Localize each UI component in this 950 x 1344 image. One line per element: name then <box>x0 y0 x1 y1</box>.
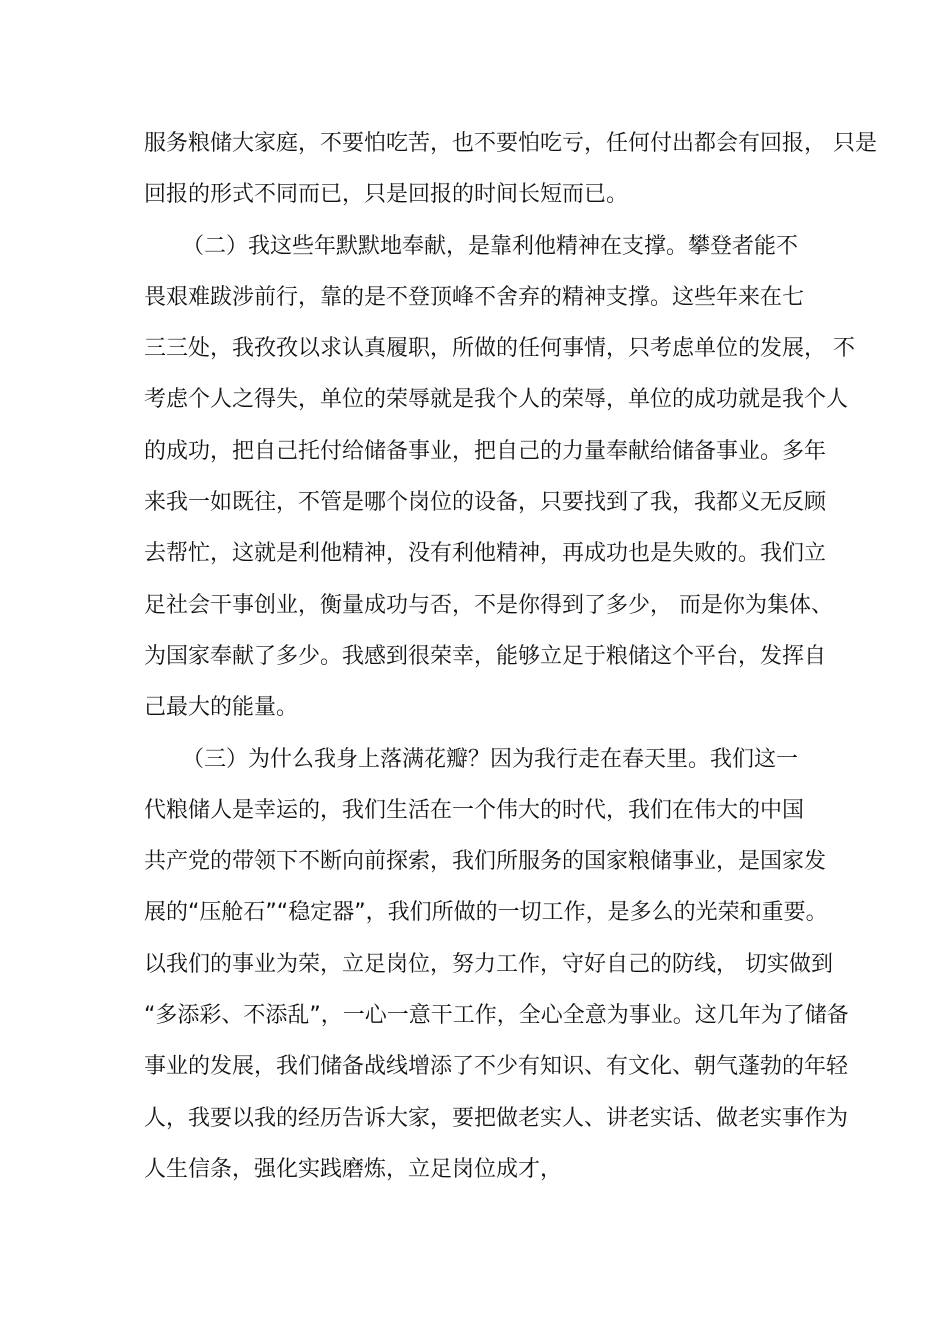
text-line: 己最大的能量。 <box>144 695 299 721</box>
section-heading-line: （三）为什么我身上落满花瓣？因为我行走在春天里。我们这一 <box>182 746 799 772</box>
body-text <box>144 118 877 1195</box>
text-line: 考虑个人之得失，单位的荣辱就是我个人的荣辱，单位的成功就是我个人 <box>144 387 849 413</box>
text-line: 三三处，我孜孜以求认真履职，所做的任何事情，只考虑单位的发展， 不 <box>144 336 855 362</box>
text-line: 人，我要以我的经历告诉大家，要把做老实人、讲老实话、做老实事作为 <box>144 1105 849 1131</box>
text-line: 服务粮储大家庭，不要怕吃苦，也不要怕吃亏，任何付出都会有回报， 只是 <box>144 131 877 156</box>
text-line: 人生信条，强化实践磨炼，立足岗位成才， <box>144 1156 563 1182</box>
text-line: 去帮忙，这就是利他精神，没有利他精神，再成功也是失败的。我们立 <box>144 541 827 567</box>
text-line: 事业的发展，我们储备战线增添了不少有知识、有文化、朝气蓬勃的年轻 <box>144 1054 849 1080</box>
text-line: 畏艰难跋涉前行，靠的是不登顶峰不舍弃的精神支撑。这些年来在七 <box>144 284 805 310</box>
text-line: 展的“压舱石”“稳定器”，我们所做的一切工作，是多么的光荣和重要。 <box>144 900 828 926</box>
text-line: 的成功，把自己托付给储备事业，把自己的力量奉献给储备事业。多年 <box>144 438 827 464</box>
text-line: “多添彩、不添乱”，一心一意干工作，全心全意为事业。这几年为了储备 <box>144 1003 849 1029</box>
text-line: 回报的形式不同而已，只是回报的时间长短而已。 <box>144 182 629 208</box>
section-heading-line: （二）我这些年默默地奉献，是靠利他精神在支撑。攀登者能不 <box>182 233 799 259</box>
text-line: 共产党的带领下不断向前探索，我们所服务的国家粮储事业，是国家发 <box>144 849 827 875</box>
text-line: 来我一如既往，不管是哪个岗位的设备，只要找到了我，我都义无反顾 <box>144 490 827 516</box>
text-line: 以我们的事业为荣，立足岗位，努力工作，守好自己的防线， 切实做到 <box>144 951 833 977</box>
text-line: 足社会干事创业，衡量成功与否，不是你得到了多少， 而是你为集体、 <box>144 592 833 618</box>
text-line: 为国家奉献了多少。我感到很荣幸，能够立足于粮储这个平台，发挥自 <box>144 643 827 669</box>
text-line: 代粮储人是幸运的，我们生活在一个伟大的时代，我们在伟大的中国 <box>144 797 805 823</box>
